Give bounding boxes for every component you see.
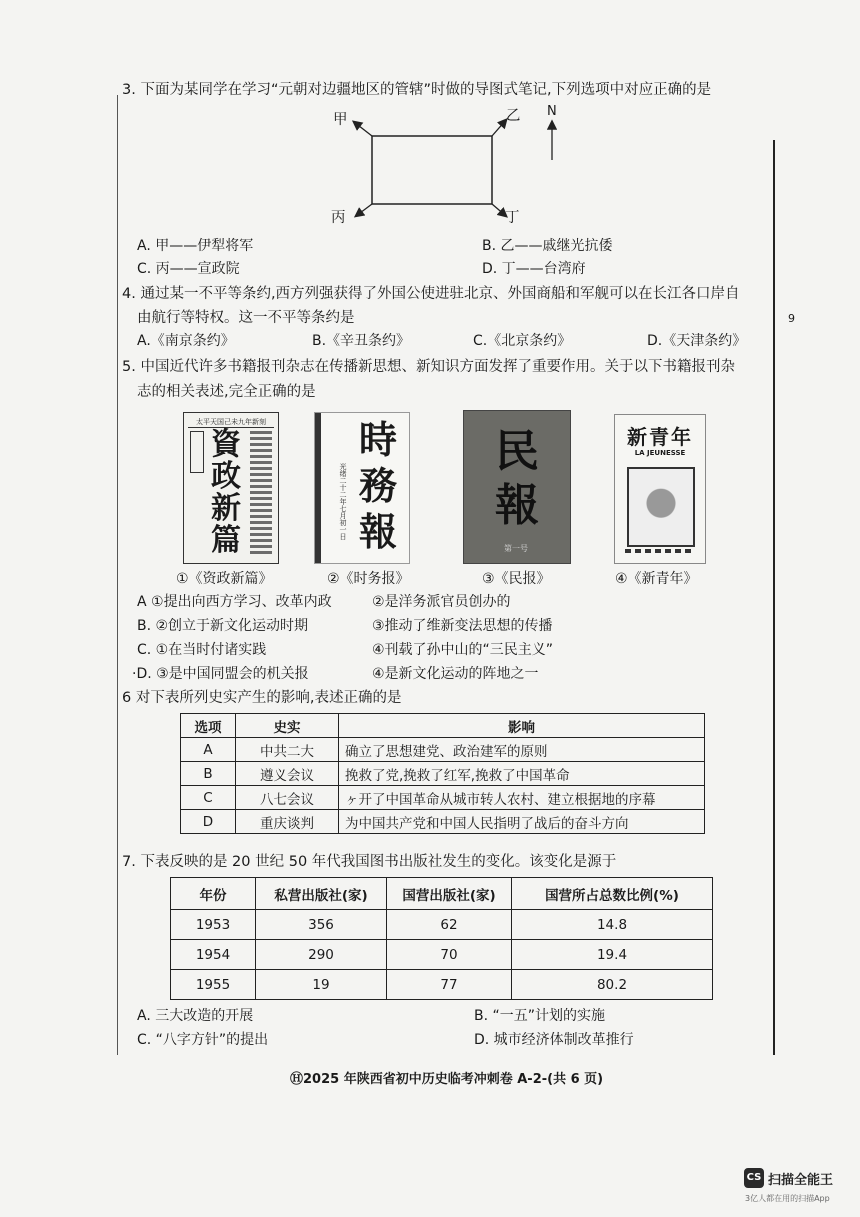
cell-option: A xyxy=(181,738,236,762)
q5-option-a-left[interactable]: A ①提出向西方学习、改革内政 xyxy=(137,594,332,610)
header-event: 史实 xyxy=(236,714,339,738)
q7-stem: 7. 下表反映的是 20 世纪 50 年代我国图书出版社发生的变化。该变化是源于 xyxy=(122,854,617,870)
cell-year: 1955 xyxy=(171,970,256,1000)
margin-line xyxy=(773,140,775,1055)
q5-stem-line2: 志的相关表述,完全正确的是 xyxy=(137,384,316,400)
cell-impact: 挽救了党,挽救了红军,挽救了中国革命 xyxy=(339,762,705,786)
cover2-char-3: 報 xyxy=(358,509,397,554)
cell-event: 八七会议 xyxy=(236,786,339,810)
q6-table xyxy=(180,713,705,834)
cover3-char-2: 報 xyxy=(495,480,539,531)
cover4-char-2: 青 xyxy=(649,425,671,449)
cover2-spine xyxy=(315,413,321,563)
cover4-bottom-text xyxy=(625,549,695,553)
table-header-row xyxy=(181,714,705,738)
cover1-char-3: 新 xyxy=(211,491,241,526)
cover3-char-1: 民 xyxy=(495,426,539,477)
q3-option-a[interactable]: A. 甲——伊犁将军 xyxy=(137,238,254,254)
cover1-char-2: 政 xyxy=(211,459,241,494)
q7-option-b[interactable]: B. “一五”计划的实施 xyxy=(474,1008,606,1024)
cover-zizheng-xinpian xyxy=(183,412,279,564)
q5-stem-line1: 5. 中国近代许多书籍报刊杂志在传播新思想、新知识方面发挥了重要作用。关于以下书籍报刊杂 xyxy=(122,359,735,375)
label-jia: 甲 xyxy=(333,112,348,128)
table-row xyxy=(181,738,705,762)
q4-stem-line2: 由航行等特权。这一不平等条约是 xyxy=(137,310,355,326)
q7-option-d[interactable]: D. 城市经济体制改革推行 xyxy=(474,1032,634,1048)
cell-ratio: 14.8 xyxy=(512,910,713,940)
cell-event: 重庆谈判 xyxy=(236,810,339,834)
table-row xyxy=(171,910,713,940)
q4-stem-line1: 4. 通过某一不平等条约,西方列强获得了外国公使进驻北京、外国商船和军舰可以在长江各口岸自 xyxy=(122,286,740,302)
header-private: 私营出版社(家) xyxy=(256,878,387,910)
cover4-char-3: 年 xyxy=(671,425,693,449)
cover4-char-1: 新 xyxy=(627,425,649,449)
scanner-logo: CS xyxy=(744,1168,764,1188)
table-header-row xyxy=(171,878,713,910)
cover2-char-2: 務 xyxy=(358,463,397,508)
table-row xyxy=(181,762,705,786)
cover2-char-1: 時 xyxy=(358,417,397,462)
cover1-char-1: 資 xyxy=(211,427,241,462)
q5-option-c-left[interactable]: C. ①在当时付诸实践 xyxy=(137,642,267,658)
scanner-tagline: 3亿人都在用的扫描App xyxy=(745,1194,830,1203)
cell-option: D xyxy=(181,810,236,834)
cell-private: 356 xyxy=(256,910,387,940)
cell-state: 77 xyxy=(387,970,512,1000)
q3-diagram xyxy=(320,100,570,230)
arrow-jia xyxy=(354,122,372,136)
cell-option: C xyxy=(181,786,236,810)
label-bing: 丙 xyxy=(331,210,346,226)
header-state: 国营出版社(家) xyxy=(387,878,512,910)
table-row xyxy=(171,970,713,1000)
cover4-portrait xyxy=(627,467,695,547)
q5-option-d-left[interactable]: ·D. ③是中国同盟会的机关报 xyxy=(132,666,309,682)
cover1-banner: 太平天国己未九年新刻 xyxy=(188,417,274,428)
caption-4: ④《新青年》 xyxy=(615,571,698,587)
q5-option-d-right: ④是新文化运动的阵地之一 xyxy=(372,666,539,682)
cover3-issue: 第一号 xyxy=(504,544,528,553)
header-option: 选项 xyxy=(181,714,236,738)
caption-3: ③《民报》 xyxy=(482,571,551,587)
page-footer: Ⓗ2025 年陕西省初中历史临考冲刺卷 A-2-(共 6 页) xyxy=(290,1072,604,1087)
q5-option-b-right: ③推动了维新变法思想的传播 xyxy=(372,618,553,634)
left-margin-line xyxy=(117,95,118,1055)
caption-1: ①《资政新篇》 xyxy=(176,571,273,587)
header-impact: 影响 xyxy=(339,714,705,738)
cell-event: 遵义会议 xyxy=(236,762,339,786)
q3-option-c[interactable]: C. 丙——宣政院 xyxy=(137,261,240,277)
q5-option-b-left[interactable]: B. ②创立于新文化运动时期 xyxy=(137,618,309,634)
table-row xyxy=(171,940,713,970)
cell-option: B xyxy=(181,762,236,786)
cell-year: 1953 xyxy=(171,910,256,940)
cell-state: 62 xyxy=(387,910,512,940)
cell-impact: ヶ开了中国革命从城市转人农村、建立根据地的序幕 xyxy=(339,786,705,810)
margin-mark: 9 xyxy=(788,312,795,325)
q4-option-c[interactable]: C.《北京条约》 xyxy=(473,333,572,349)
cover1-text-column xyxy=(250,431,272,555)
arrow-yi xyxy=(492,120,506,136)
q4-option-d[interactable]: D.《天津条约》 xyxy=(647,333,747,349)
cell-event: 中共二大 xyxy=(236,738,339,762)
label-ding: 丁 xyxy=(505,210,520,226)
q7-option-c[interactable]: C. “八字方针”的提出 xyxy=(137,1032,269,1048)
q4-option-a[interactable]: A.《南京条约》 xyxy=(137,333,235,349)
cover4-subtitle: LA JEUNESSE xyxy=(634,449,686,457)
cell-private: 290 xyxy=(256,940,387,970)
header-ratio: 国营所占总数比例(%) xyxy=(512,878,713,910)
cover2-side-text: 光绪二十二年七月初一日 xyxy=(339,463,347,540)
q7-table xyxy=(170,877,713,1000)
header-year: 年份 xyxy=(171,878,256,910)
arrow-ding xyxy=(492,204,506,216)
cell-impact: 确立了思想建党、政治建军的原则 xyxy=(339,738,705,762)
table-row xyxy=(181,810,705,834)
q3-option-d[interactable]: D. 丁——台湾府 xyxy=(482,261,586,277)
cell-year: 1954 xyxy=(171,940,256,970)
q5-option-c-right: ④刊载了孙中山的“三民主义” xyxy=(372,642,554,658)
cover1-seal xyxy=(190,431,204,473)
cover1-char-4: 篇 xyxy=(211,523,241,558)
q3-option-b[interactable]: B. 乙——戚继光抗倭 xyxy=(482,238,613,254)
cell-ratio: 80.2 xyxy=(512,970,713,1000)
label-yi: 乙 xyxy=(506,108,521,124)
label-north: N xyxy=(547,104,557,119)
cell-private: 19 xyxy=(256,970,387,1000)
arrow-bing xyxy=(356,204,372,216)
cell-impact: 为中国共产党和中国人民指明了战后的奋斗方向 xyxy=(339,810,705,834)
cover-minbao xyxy=(463,410,571,564)
q3-stem: 3. 下面为某同学在学习“元朝对边疆地区的管辖”时做的导图式笔记,下列选项中对应正确的是 xyxy=(122,82,712,98)
scanner-name: 扫描全能王 xyxy=(768,1173,834,1188)
cell-state: 70 xyxy=(387,940,512,970)
cover-xinqingnian xyxy=(614,414,706,564)
map-box xyxy=(372,136,492,204)
table-row xyxy=(181,786,705,810)
cell-ratio: 19.4 xyxy=(512,940,713,970)
caption-2: ②《时务报》 xyxy=(327,571,410,587)
cover-shiwubao xyxy=(314,412,410,564)
q6-stem: 6 对下表所列史实产生的影响,表述正确的是 xyxy=(122,690,402,706)
q4-option-b[interactable]: B.《辛丑条约》 xyxy=(312,333,411,349)
q5-option-a-right: ②是洋务派官员创办的 xyxy=(372,594,511,610)
q7-option-a[interactable]: A. 三大改造的开展 xyxy=(137,1008,254,1024)
